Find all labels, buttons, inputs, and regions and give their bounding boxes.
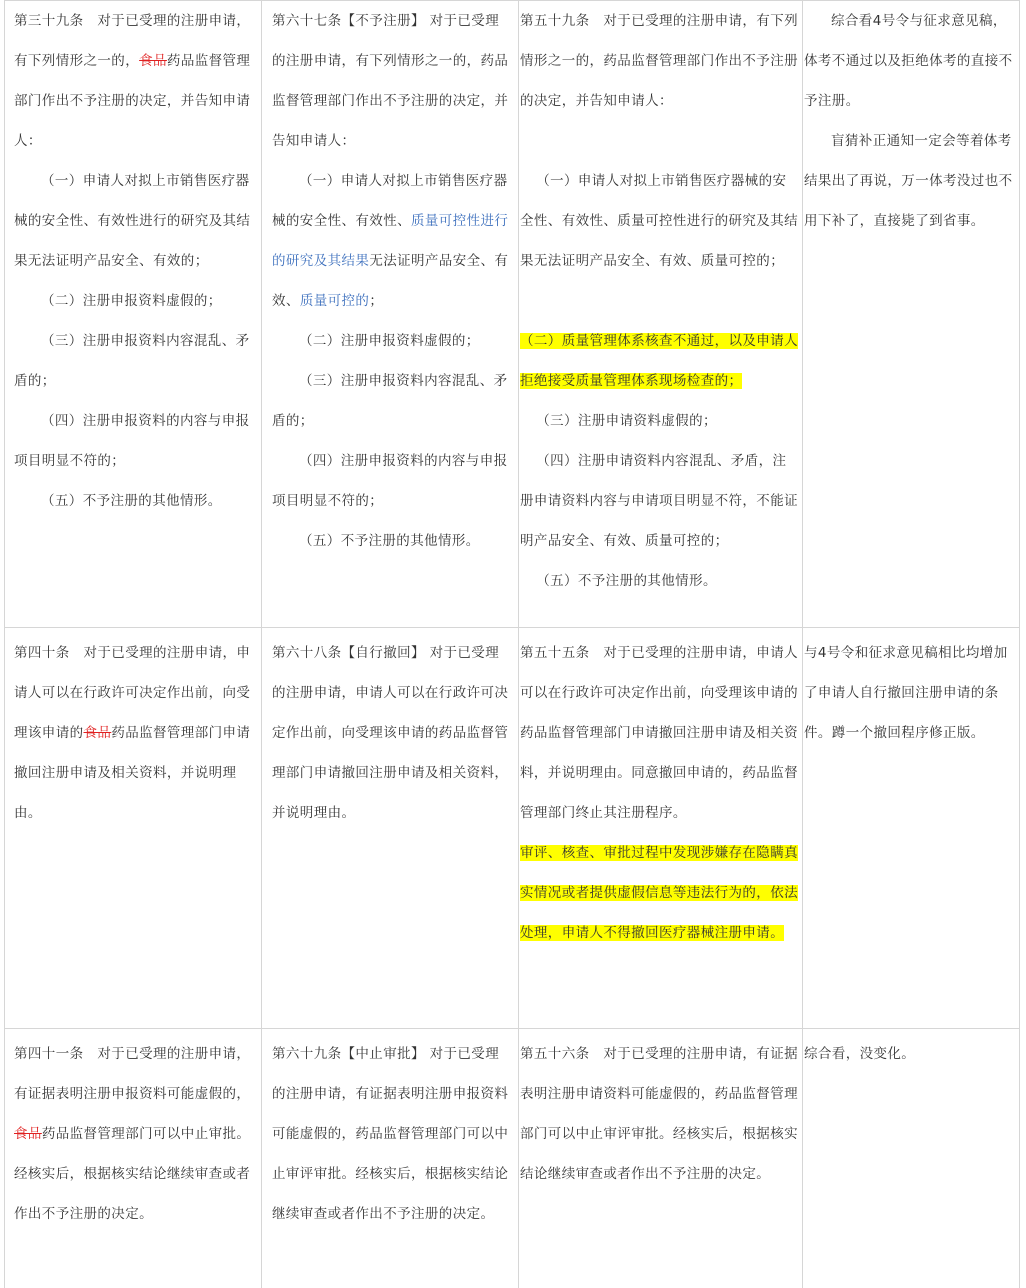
list-item: （二）注册申报资料虚假的； [41, 293, 222, 309]
list-item: （三）注册申报资料内容混乱、矛盾的； [14, 333, 250, 389]
article-paragraph [14, 1034, 254, 1234]
table-row-2-cell-draft [272, 633, 512, 1028]
highlighted-text: 审评、核查、审批过程中发现涉嫌存在隐瞒真实情况或者提供虚假信息等违法行为的，依法处理，申请人不得撤回医疗器械注册申请。 [520, 845, 798, 941]
list-item: （三）注册申请资料虚假的； [536, 413, 717, 429]
article-text: 第四十一条 对于已受理的注册申请，有证据表明注册申报资料可能虚假的， [14, 1046, 251, 1102]
list-item: （四）注册申报资料的内容与申报项目明显不符的； [272, 453, 508, 509]
table-row-3-cell-old-rule [14, 1034, 254, 1288]
table-row-line [4, 627, 1020, 628]
article-text: 第六十八条【自行撤回】 对于已受理的注册申请，申请人可以在行政许可决定作出前，向受理该申请的药品监督管理部门申请撤回注册申请及相关资料，并说明理由。 [272, 645, 509, 821]
list-item-text: （一）申请人对拟上市销售医疗器械的安全性、有效性、 [272, 173, 508, 229]
list-item: （四）注册申报资料的内容与申报项目明显不符的； [14, 413, 250, 469]
article-text: 第四十条 对于已受理的注册申请，申请人可以在行政许可决定作出前，向受理该申请的 [14, 645, 251, 741]
table-row-1-cell-old-rule [14, 1, 254, 627]
article-text: 第六十九条【中止审批】 对于已受理的注册申请，有证据表明注册申报资料可能虚假的，药品监督管理部门可以中止审评审批。经核实后，根据核实结论继续审查或者作出不予注册的决定。 [272, 1046, 509, 1222]
table-row-3-cell-comment [804, 1034, 1016, 1288]
article-title: 第五十九条 对于已受理的注册申请，有下列情形之一的，药品监督管理部门作出不予注册的决定，并告知申请人： [520, 13, 798, 109]
changed-text: 质量可控性进行的研究及其结果 [272, 213, 509, 269]
list-item: （一）申请人对拟上市销售医疗器械的安全性、有效性、质量可控性进行的研究及其结果无法证明产品安全、有效、质量可控的； [520, 173, 798, 269]
comment-text: 盲猜补正通知一定会等着体考结果出了再说，万一体考没过也不用下补了，直接毙了到省事。 [804, 133, 1013, 229]
list-item: （三）注册申报资料内容混乱、矛盾的； [272, 373, 508, 429]
article-text: 药品监督管理部门可以中止审批。经核实后，根据核实结论继续审查或者作出不予注册的决定。 [14, 1126, 251, 1222]
table-row-2-cell-old-rule [14, 633, 254, 1028]
article-text: 药品监督管理部门申请撤回注册申请及相关资料，并说明理由。 [14, 725, 251, 821]
table-row-2-cell-new-rule [520, 633, 800, 1028]
list-item: （五）不予注册的其他情形。 [299, 533, 480, 549]
list-item-text: 无法证明产品安全、有效、 [272, 253, 509, 309]
list-item: （五）不予注册的其他情形。 [536, 573, 717, 589]
comparison-table [4, 0, 1020, 1288]
list-item [272, 161, 512, 321]
changed-text: 质量可控的 [299, 293, 370, 309]
article-text: 药品监督管理部门作出不予注册的决定，并告知申请人： [14, 53, 251, 149]
highlighted-text: （二）质量管理体系核查不通过，以及申请人拒绝接受质量管理体系现场检查的； [520, 333, 798, 389]
list-item-text: ； [369, 293, 384, 309]
list-item: （四）注册申请资料内容混乱、矛盾，注册申请资料内容与申请项目明显不符，不能证明产品安全、有效、质量可控的； [520, 453, 798, 549]
comment-text: 综合看，没变化。 [804, 1046, 916, 1062]
blank-line [520, 281, 800, 321]
table-row-3-cell-new-rule [520, 1034, 800, 1288]
list-item: （一）申请人对拟上市销售医疗器械的安全性、有效性进行的研究及其结果无法证明产品安全、有效的； [14, 173, 251, 269]
article-title: 第六十七条【不予注册】 对于已受理的注册申请，有下列情形之一的，药品监督管理部门作出不予注册的决定，并告知申请人： [272, 13, 509, 149]
table-row-3-cell-draft [272, 1034, 512, 1288]
struck-text: 食品 [83, 725, 112, 741]
blank-line [520, 121, 800, 161]
table-row-1-cell-draft [272, 1, 512, 627]
comment-text: 综合看4号令与征求意见稿，体考不通过以及拒绝体考的直接不予注册。 [804, 13, 1013, 109]
table-row-1-cell-new-rule [520, 1, 800, 627]
table-row-line [4, 1028, 1020, 1029]
article-text: 第五十六条 对于已受理的注册申请，有证据表明注册申请资料可能虚假的，药品监督管理部门可以中止审评审批。经核实后，根据核实结论继续审查或者作出不予注册的决定。 [520, 1046, 798, 1182]
list-item: （五）不予注册的其他情形。 [41, 493, 222, 509]
table-row-1-cell-comment [804, 1, 1016, 627]
article-title: 第三十九条 对于已受理的注册申请，有下列情形之一的， [14, 13, 251, 69]
article-text: 第五十五条 对于已受理的注册申请，申请人可以在行政许可决定作出前，向受理该申请的药品监督管理部门申请撤回注册申请及相关资料，并说明理由。同意撤回申请的，药品监督管理部门终止其注册程序。 [520, 645, 798, 821]
table-row-2-cell-comment [804, 633, 1016, 1028]
list-item: （二）注册申报资料虚假的； [299, 333, 480, 349]
article-paragraph [14, 633, 254, 833]
struck-text: 食品 [139, 53, 167, 69]
article-paragraph [14, 1, 254, 161]
comment-text: 与4号令和征求意见稿相比均增加了申请人自行撤回注册申请的条件。蹲一个撤回程序修正版。 [804, 645, 1008, 741]
struck-text: 食品 [14, 1126, 42, 1142]
